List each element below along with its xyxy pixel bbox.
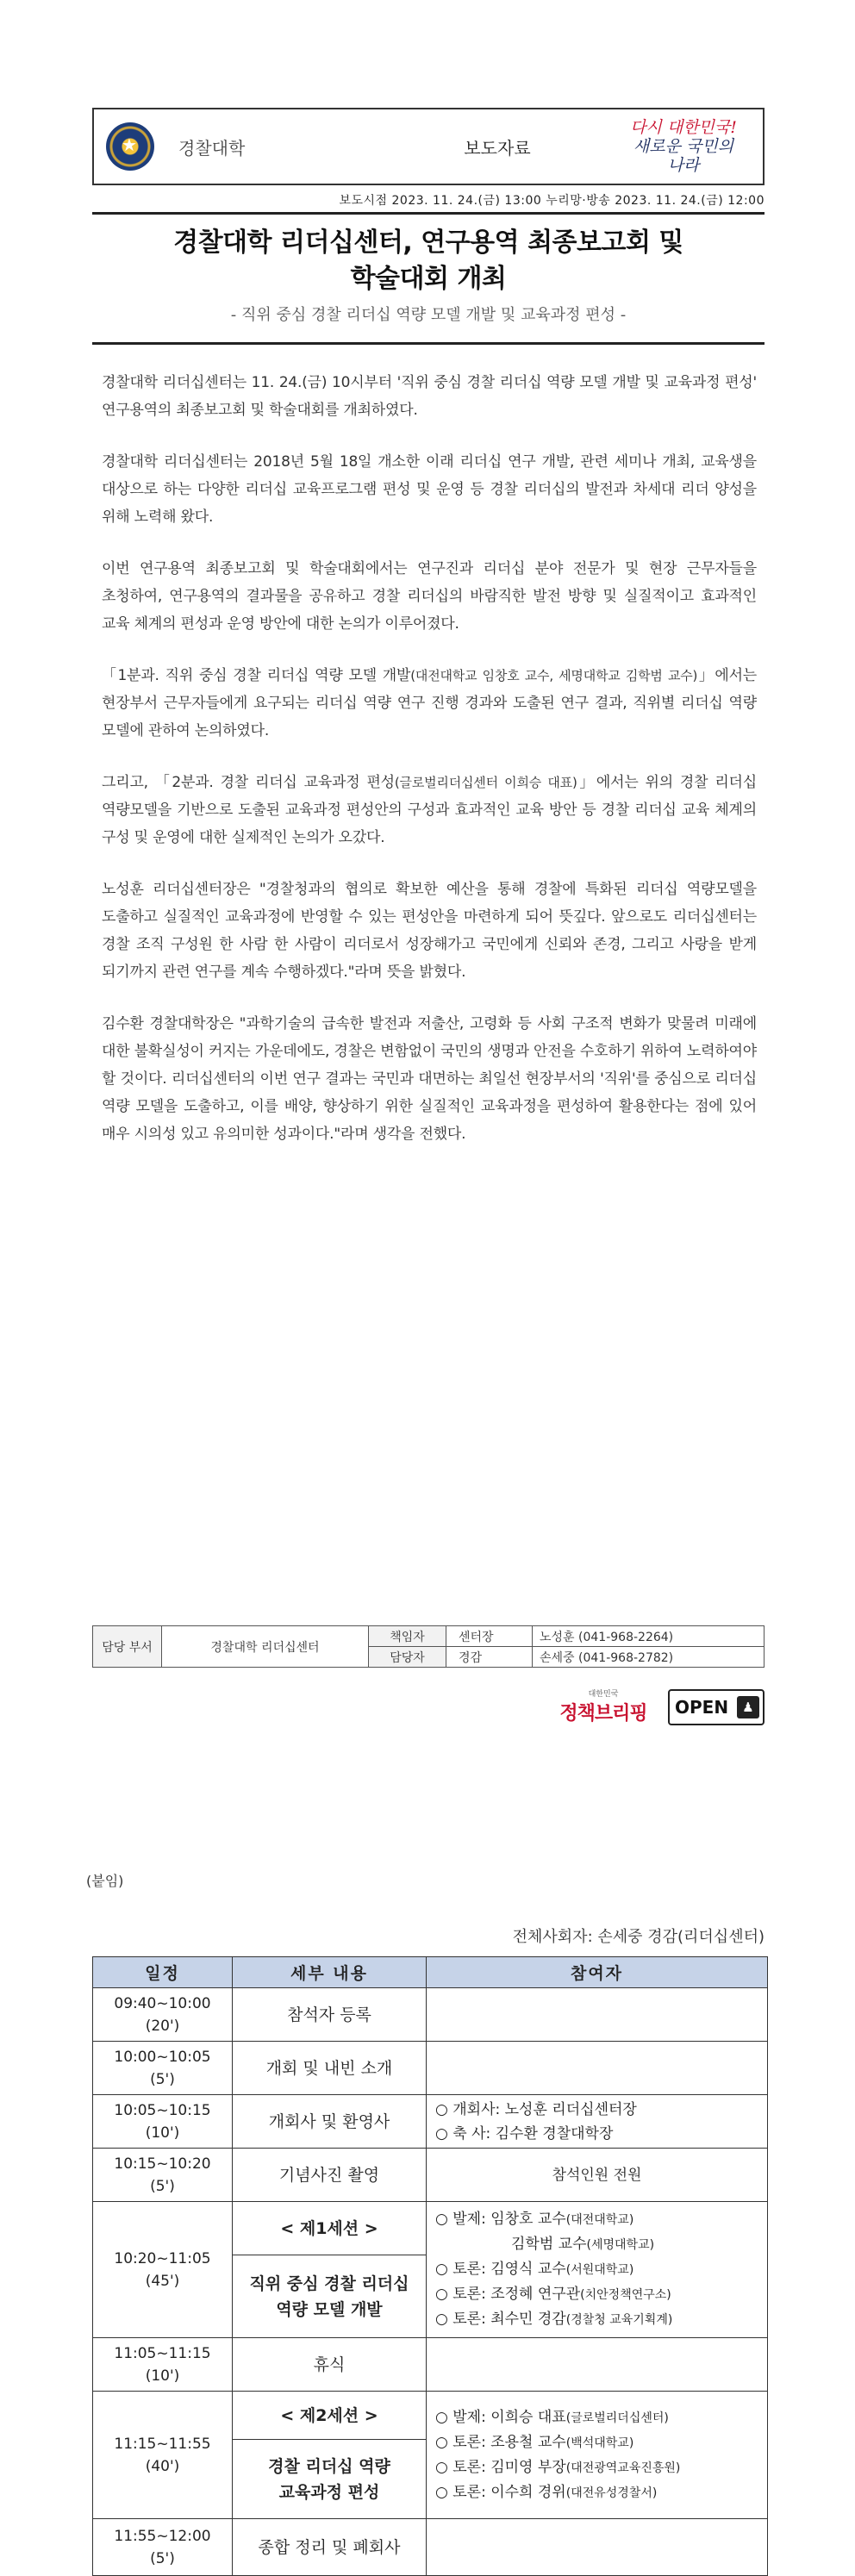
participant: [435, 2405, 767, 2430]
time-range: 10:20~11:05: [114, 2249, 211, 2267]
duration: (45'): [145, 2272, 180, 2290]
participant-name: ○ 토론: 이수희 경위: [435, 2483, 566, 2501]
participant-affiliation: (백석대학교): [565, 2436, 634, 2450]
schedule-participants: [427, 2519, 768, 2576]
duration: (40'): [145, 2457, 180, 2475]
schedule-detail: [233, 2440, 427, 2519]
schedule-detail: 개회사 및 환영사: [233, 2095, 427, 2149]
time-range: 10:00~10:05: [114, 2048, 211, 2066]
schedule-table: [92, 1956, 768, 2576]
contact-name-phone: 노성훈 (041-968-2264): [533, 1626, 765, 1647]
session-title: < 제1세션 >: [280, 2218, 378, 2238]
participant-affiliation: (치안정책연구소): [580, 2288, 671, 2302]
session2-description: 」에서는 위의 경찰 리더십 역량모델을 기반으로 도출된 교육과정 편성안의 구성과 효과적인 교육 방안 등 경찰 리더십 교육 체계의 구성 및 운영에 대한 실제적인 논의가 오갔다.: [102, 774, 757, 846]
headline-line2: 학술대회 개최: [350, 264, 507, 294]
duration: (5'): [150, 2070, 175, 2088]
contact-position: 센터장: [446, 1626, 533, 1647]
duration: (5'): [150, 2177, 175, 2195]
table-row: [93, 1988, 768, 2042]
paragraph-2: 경찰대학 리더십센터는 2018년 5월 18일 개소한 이래 리더십 연구 개발, 관련 세미나 개최, 교육생을 대상으로 하는 다양한 리더십 교육프로그램 편성 및 운영 등 경찰 리더십의 발전과 차세대 리더 양성을 위해 노력해 왔다.: [102, 453, 757, 526]
participant-affiliation: (서원대학교): [565, 2263, 634, 2277]
time-range: 10:15~10:20: [114, 2155, 211, 2173]
participant-affiliation: (세명대학교): [586, 2238, 655, 2252]
contact-dept-label: 담당 부서: [93, 1626, 162, 1668]
participant: [435, 2232, 767, 2257]
participant: [435, 2480, 767, 2505]
policy-briefing-logo-text: 정책브리핑: [559, 1702, 647, 1725]
session1-presenters: (대전대학교 임창호 교수, 세명대학교 김학범 교수): [410, 668, 698, 683]
table-row: [93, 2519, 768, 2576]
time-range: 10:05~10:15: [114, 2101, 211, 2119]
schedule-time: [93, 2338, 233, 2392]
session1-title: 「1분과. 직위 중심 경찰 리더십 역량 모델 개발: [102, 667, 411, 684]
press-release-label: 보도자료: [464, 137, 531, 159]
paragraph-6: 노성훈 리더십센터장은 "경찰청과의 협의로 확보한 예산을 통해 경찰에 특화된 리더십 역량모델을 도출하고 실질적인 교육과정에 반영할 수 있는 편성안을 마련하게 되어 뜻깊다. 앞으로도 리더십센터는 경찰 조직 구성원 한 사람 한 사람이 리더로서 성장해가고 국민에게 신뢰와 존경, 그리고 사랑을 받게 되기까지 관련 연구를 계속 수행하겠다."라며 뜻을 밝혔다.: [102, 881, 757, 981]
schedule-detail: 휴식: [233, 2338, 427, 2392]
schedule-time: [93, 1988, 233, 2042]
schedule-participants: [427, 2338, 768, 2392]
paragraph-7: 김수환 경찰대학장은 "과학기술의 급속한 발전과 저출산, 고령화 등 사회 구조적 변화가 맞물려 미래에 대한 불확실성이 커지는 가운데에도, 경찰은 변함없이 국민의 생명과 안전을 수호하기 위하여 노력하여야 할 것이다. 리더십센터의 이번 연구 결과는 국민과 대면하는 최일선 현장부서의 '직위'를 중심으로 리더십 역량 모델을 도출하고, 이를 배양, 향상하기 위한 실질적인 교육과정을 편성하여 활용한다는 점에 있어 매우 시의성 있고 유의미한 성과이다."라며 생각을 전했다.: [102, 1015, 757, 1143]
schedule-participants: [427, 2392, 768, 2519]
table-row: [93, 2392, 768, 2440]
person-icon: ♟: [737, 1696, 759, 1718]
contact-role: 책임자: [369, 1626, 446, 1647]
participant-name: ○ 토론: 김영식 교수: [435, 2261, 566, 2278]
session2-title: 그리고, 「2분과. 경찰 리더십 교육과정 편성: [102, 774, 395, 791]
contact-dept: 경찰대학 리더십센터: [162, 1626, 369, 1668]
detail-line2: 역량 모델 개발: [276, 2299, 383, 2319]
participant: [435, 2430, 767, 2455]
schedule-time: [93, 2392, 233, 2519]
policy-briefing-logo-small: 대한민국: [588, 1690, 619, 1699]
session-label: [233, 2202, 427, 2255]
session2-presenter: (글로벌리더십센터 이희승 대표): [394, 775, 577, 790]
schedule-time: [93, 2202, 233, 2338]
title-box: [92, 212, 765, 345]
detail-line1: 직위 중심 경찰 리더십: [249, 2273, 409, 2293]
schedule-participants: [427, 2202, 768, 2338]
detail-line1: 경찰 리더십 역량: [268, 2456, 390, 2476]
subtitle: - 직위 중심 경찰 리더십 역량 모델 개발 및 교육과정 편성 -: [230, 306, 627, 324]
agency-name: 경찰대학: [178, 137, 246, 159]
time-range: 09:40~10:00: [114, 1994, 211, 2012]
kogl-open-text: OPEN: [675, 1697, 729, 1718]
press-release-header: [92, 108, 765, 185]
table-row: [93, 2149, 768, 2202]
schedule-time: [93, 2095, 233, 2149]
schedule-detail: 참석자 등록: [233, 1988, 427, 2042]
schedule-time: [93, 2042, 233, 2095]
participant-affiliation: (대전광역교육진흥원): [565, 2461, 681, 2475]
duration: (10'): [145, 2367, 180, 2385]
participant: ○ 개회사: 노성훈 리더십센터장: [435, 2100, 637, 2118]
session-label: [233, 2392, 427, 2440]
duration: (10'): [145, 2124, 180, 2142]
schedule-detail: [233, 2255, 427, 2338]
schedule-detail: 개회 및 내빈 소개: [233, 2042, 427, 2095]
schedule-participants: [427, 1988, 768, 2042]
contact-name-phone: 손세중 (041-968-2782): [533, 1647, 765, 1668]
government-slogan-logo: [623, 118, 744, 175]
session-title: < 제2세션 >: [280, 2405, 378, 2425]
kogl-open-logo: [668, 1689, 765, 1725]
release-time: 보도시점 2023. 11. 24.(금) 13:00 누리망·방송 2023. 11. 24.(금) 12:00: [339, 194, 765, 208]
paragraph-5: [102, 769, 757, 851]
table-row: [93, 2042, 768, 2095]
participant-name: ○ 토론: 김미영 부장: [435, 2458, 566, 2476]
participant: [435, 2257, 767, 2282]
column-header-detail: 세부 내용: [233, 1957, 427, 1988]
moderator-info: 전체사회자: 손세중 경감(리더십센터): [512, 1928, 765, 1946]
slogan-line1: 다시 대한민국!: [630, 118, 737, 137]
participant-affiliation: (글로벌리더십센터): [565, 2411, 669, 2425]
duration: (20'): [145, 2017, 180, 2035]
participant-name: ○ 토론: 조정혜 연구관: [435, 2286, 581, 2303]
schedule-participants: [427, 2042, 768, 2095]
paragraph-3: 이번 연구용역 최종보고회 및 학술대회에서는 연구진과 리더십 분야 전문가 및 현장 근무자들을 초청하여, 연구용역의 결과물을 공유하고 경찰 리더십의 바람직한 발전 방향 및 실질적이고 효과적인 교육 체계의 편성과 운영 방안에 대한 논의가 이루어졌다.: [102, 560, 757, 633]
participant: [435, 2307, 767, 2332]
participant: [435, 2455, 767, 2480]
participant-affiliation: (대전유성경찰서): [565, 2486, 658, 2500]
participant-affiliation: (대전대학교): [565, 2213, 634, 2227]
session1-description: 」에서는 현장부서 근무자들에게 요구되는 리더십 역량 연구 진행 경과와 도출된 연구 결과, 직위별 리더십 역량 모델에 관하여 논의하였다.: [102, 667, 758, 739]
police-university-emblem-icon: [106, 122, 154, 171]
article-body: [102, 369, 757, 1172]
participant-name: 김학범 교수: [511, 2236, 587, 2253]
contact-role: 담당자: [369, 1647, 446, 1668]
participant-affiliation: (경찰청 교육기획계): [565, 2313, 673, 2327]
paragraph-1: 경찰대학 리더십센터는 11. 24.(금) 10시부터 '직위 중심 경찰 리더십 역량 모델 개발 및 교육과정 편성' 연구용역의 최종보고회 및 학술대회를 개최하였다.: [102, 374, 757, 419]
time-range: 11:55~12:00: [114, 2527, 211, 2545]
schedule-detail: 기념사진 촬영: [233, 2149, 427, 2202]
table-row: [93, 2338, 768, 2392]
headline-line1: 경찰대학 리더십센터, 연구용역 최종보고회 및: [173, 228, 683, 258]
schedule-time: [93, 2519, 233, 2576]
participant: ○ 축 사: 김수환 경찰대학장: [435, 2124, 614, 2143]
slogan-line2: 새로운 국민의 나라: [633, 137, 734, 175]
contact-table: [92, 1625, 765, 1668]
schedule-time: [93, 2149, 233, 2202]
attachment-label: (붙임): [86, 1873, 124, 1889]
participant: [435, 2282, 767, 2307]
contact-row: [93, 1626, 765, 1647]
time-range: 11:05~11:15: [114, 2344, 211, 2362]
column-header-participants: 참여자: [427, 1957, 768, 1988]
schedule-detail: 종합 정리 및 폐회사: [233, 2519, 427, 2576]
headline: [92, 225, 765, 297]
paragraph-4: [102, 662, 757, 745]
participant-name: ○ 토론: 최수민 경감: [435, 2311, 566, 2328]
time-range: 11:15~11:55: [114, 2435, 211, 2453]
table-row: [93, 2095, 768, 2149]
column-header-time: 일정: [93, 1957, 233, 1988]
duration: (5'): [150, 2549, 175, 2567]
schedule-participants: 참석인원 전원: [427, 2149, 768, 2202]
table-row: [93, 2202, 768, 2255]
participant-name: ○ 발제: 이희승 대표: [435, 2408, 566, 2426]
participant: [435, 2207, 767, 2232]
schedule-header-row: [93, 1957, 768, 1988]
participant-name: ○ 토론: 조용철 교수: [435, 2433, 566, 2451]
contact-position: 경감: [446, 1647, 533, 1668]
detail-line2: 교육과정 편성: [278, 2482, 380, 2502]
participant-name: ○ 발제: 임창호 교수: [435, 2211, 566, 2228]
schedule-participants: [427, 2095, 768, 2149]
policy-briefing-logo: [552, 1687, 655, 1731]
